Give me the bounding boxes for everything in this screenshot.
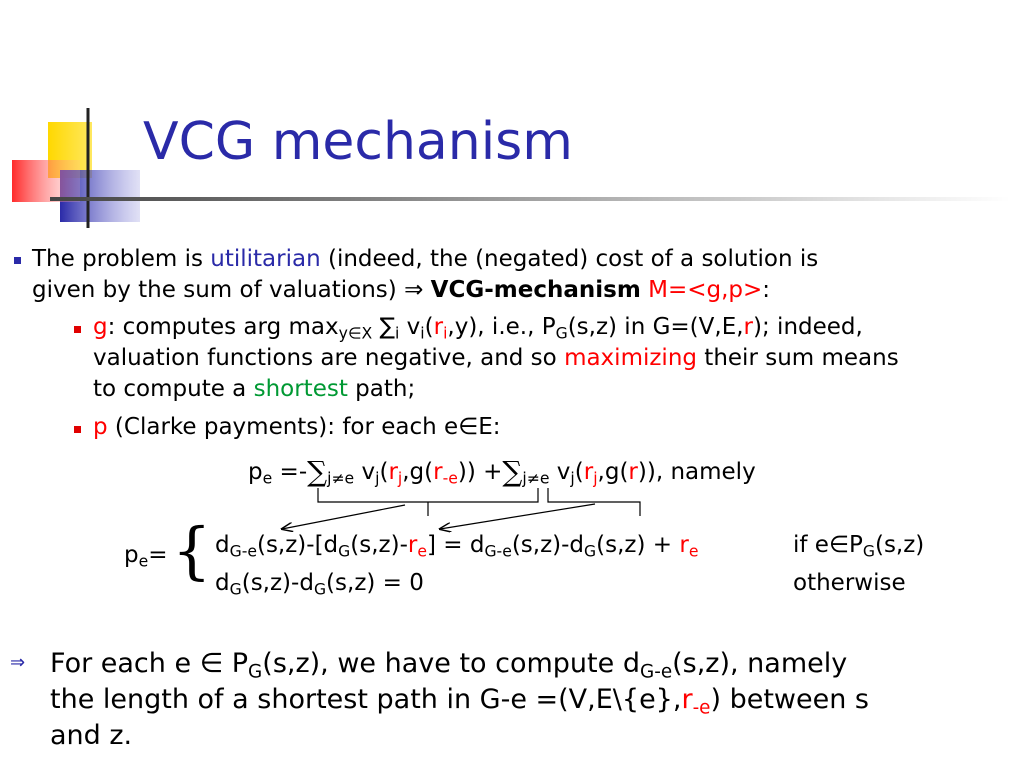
f1-v-1-sub: j (375, 468, 380, 488)
case-2-text-b: (s,z)-d (241, 570, 314, 596)
sub-bullet-marker (74, 426, 81, 433)
conclusion-line-2: the length of a shortest path in G-e =(V,E\{e}, (50, 684, 682, 715)
case-1-text-d: ] = d (426, 532, 485, 558)
case-1-condition-cont: (s,z) (874, 532, 925, 558)
sum-symbol: ∑ (379, 314, 395, 340)
f1-close-1: )) + (457, 459, 503, 485)
r-sub: i (443, 323, 448, 343)
f1-v-1: v (354, 459, 376, 485)
bullet-1-text-cont: (indeed, the (negated) cost of a solution is (320, 246, 819, 272)
case-1-sub-1: G-e (229, 541, 257, 561)
g-text-4: ); indeed, (753, 314, 863, 340)
f1-r-3-sub: j (593, 468, 598, 488)
f1-paren-2: ( (574, 459, 584, 485)
case-2-text-c: (s,z) = 0 (326, 570, 424, 596)
bracket-right (548, 488, 640, 516)
f1-r-1-sub: j (397, 468, 403, 488)
f2-eq: = (148, 542, 168, 568)
v-symbol: v (399, 314, 421, 340)
conclusion-r-sub: -e (692, 697, 711, 719)
g-text-3: (s,z) in G=(V,E, (567, 314, 744, 340)
case-2-d: d (215, 570, 230, 596)
conclusion-sub-2: G-e (639, 661, 673, 683)
f1-g-1: ,g( (402, 459, 434, 485)
formula-cases (0, 514, 1024, 608)
deco-red-square (12, 160, 80, 202)
conclusion-r: r (681, 684, 693, 715)
conclusion-text-b: (s,z), we have to compute d (262, 648, 640, 679)
sum-sub: i (394, 323, 400, 343)
r-symbol: r (433, 314, 444, 340)
f1-p-sub: e (262, 468, 273, 488)
f1-close-2: )), namely (637, 459, 756, 485)
maximizing-term: maximizing (564, 345, 697, 371)
case-1-d: d (215, 532, 230, 558)
f1-sum-2-sub: j≠e (522, 468, 550, 488)
bracket-left (318, 488, 538, 516)
p-sub: G (555, 323, 568, 343)
f1-sum-2: ∑ (502, 455, 523, 488)
f1-r-3: r (583, 459, 594, 485)
case-1-r-2-sub: e (688, 541, 699, 561)
slide-title: VCG mechanism (143, 112, 573, 172)
bullet-marker (14, 257, 21, 264)
implies-arrow: ⇒ (404, 277, 424, 303)
f2-p: p (124, 542, 139, 568)
f1-p: p (248, 459, 263, 485)
case-1-sub-3: G-e (484, 541, 512, 561)
paren: ( (424, 314, 434, 340)
f1-sum-1: ∑ (307, 455, 328, 488)
conclusion-arrow: ⇒ (10, 652, 26, 673)
f1-r-2: r (433, 459, 443, 485)
r-symbol-2: r (743, 314, 754, 340)
argmax-sub: y∈X (338, 323, 373, 343)
sub-bullet-marker (74, 326, 81, 333)
case-1-text-f: (s,z) + (596, 532, 680, 558)
g-line-2-cont: their sum means (697, 345, 899, 371)
utilitarian-term: utilitarian (210, 246, 321, 272)
conclusion-text-a: For each e ∈ P (50, 648, 249, 679)
vcg-mechanism-term: VCG-mechanism (430, 277, 641, 303)
f1-r-1: r (388, 459, 398, 485)
g-line-3-cont: path; (347, 376, 416, 402)
case-brace: { (172, 514, 212, 587)
f1-g-2: ,g( (597, 459, 629, 485)
case-1-r-2: r (679, 532, 689, 558)
p-text: (Clarke payments): for each e∈E: (107, 414, 501, 440)
conclusion-line-2-cont: ) between s (710, 684, 870, 715)
case-1-text-b: (s,z)-[d (256, 532, 339, 558)
conclusion-text-c: (s,z), namely (672, 648, 848, 679)
case-1-condition-sub: G (862, 541, 875, 561)
case-1-text-e: (s,z)-d (511, 532, 585, 558)
f1-r-2-sub: -e (442, 468, 458, 488)
arrow-left (282, 505, 405, 529)
deco-horizontal-line (50, 197, 1010, 201)
case-1-r-sub: e (417, 541, 427, 561)
g-text: : computes arg max (107, 314, 339, 340)
g-symbol: g (93, 314, 108, 340)
f1-sum-1-sub: j≠e (327, 468, 355, 488)
shortest-term: shortest (253, 376, 348, 402)
colon: : (762, 277, 771, 303)
mechanism-tuple: M=<g,p> (640, 277, 763, 303)
case-1-sub-4: G (584, 541, 597, 561)
f1-eq: =- (272, 459, 308, 485)
bullet-1-line-2: given by the sum of valuations) (32, 277, 405, 303)
case-1-text-c: (s,z)- (350, 532, 408, 558)
arrow-right (440, 504, 595, 529)
case-2-condition: otherwise (793, 570, 906, 596)
case-1-sub-2: G (338, 541, 351, 561)
conclusion-line-3: and z. (50, 720, 133, 751)
f2-p-sub: e (138, 551, 149, 571)
bullet-1-text: The problem is (32, 246, 211, 272)
g-line-3: to compute a (93, 376, 254, 402)
f1-r-4: r (628, 459, 638, 485)
case-2-sub-1: G (229, 579, 242, 599)
f1-paren: ( (379, 459, 389, 485)
f1-v-2: v (549, 459, 571, 485)
g-line-2: valuation functions are negative, and so (93, 345, 565, 371)
case-1-r: r (407, 532, 418, 558)
p-symbol: p (93, 414, 108, 440)
case-1-condition: if e∈P (793, 532, 863, 558)
case-2-sub-2: G (313, 579, 327, 599)
f1-v-2-sub: j (570, 468, 575, 488)
g-text-2: ,y), i.e., P (447, 314, 556, 340)
conclusion-sub-1: G (248, 661, 263, 683)
v-sub: i (420, 323, 425, 343)
